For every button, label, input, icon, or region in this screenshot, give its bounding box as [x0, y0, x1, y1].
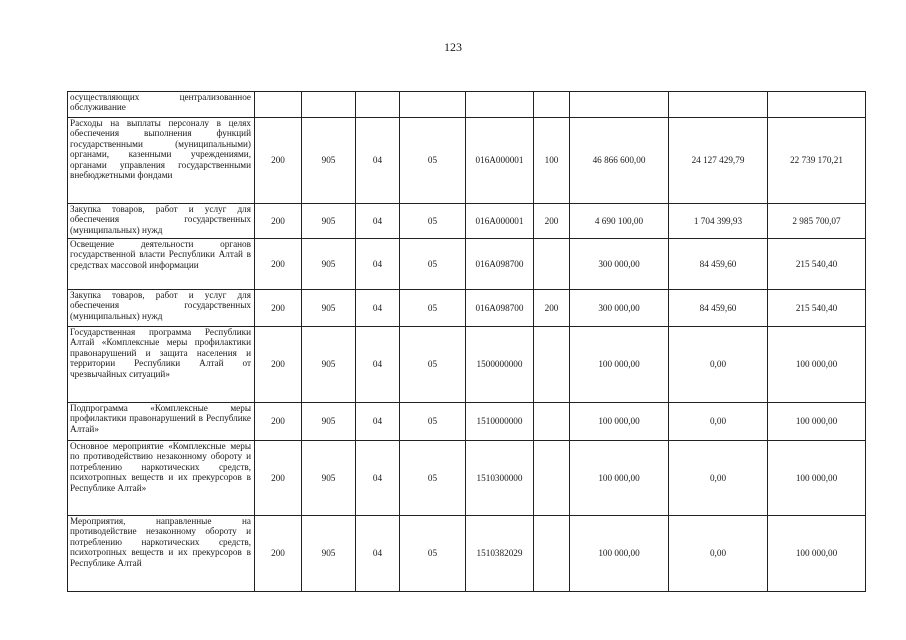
cell-c4: 05	[400, 204, 466, 239]
cell-expense-type	[534, 403, 570, 441]
cell-c2: 905	[302, 327, 356, 403]
row-name: осуществляющих централизованное обслуживание	[68, 92, 255, 118]
cell-target-article: 1500000000	[466, 327, 534, 403]
table-row	[68, 239, 866, 290]
table-row	[68, 204, 866, 239]
cell-amount-remaining: 215 540,40	[768, 290, 866, 327]
budget-table	[67, 91, 866, 592]
row-name: Закупка товаров, работ и услуг для обеспечения государственных (муниципальных) нужд	[68, 204, 255, 239]
cell-amount-executed: 84 459,60	[669, 239, 768, 290]
cell-expense-type	[534, 239, 570, 290]
table-row	[68, 327, 866, 403]
cell-target-article: 016А098700	[466, 290, 534, 327]
cell-amount-executed: 84 459,60	[669, 290, 768, 327]
table-row	[68, 290, 866, 327]
cell-amount-executed: 0,00	[669, 441, 768, 516]
cell-amount-remaining: 100 000,00	[768, 516, 866, 592]
cell-c2: 905	[302, 239, 356, 290]
cell-amount-planned: 100 000,00	[570, 441, 669, 516]
cell-amount-planned	[570, 92, 669, 118]
cell-expense-type: 200	[534, 204, 570, 239]
cell-c3: 04	[356, 239, 400, 290]
cell-c2: 905	[302, 516, 356, 592]
cell-amount-planned: 300 000,00	[570, 290, 669, 327]
cell-amount-executed: 0,00	[669, 516, 768, 592]
cell-expense-type: 200	[534, 290, 570, 327]
cell-expense-type: 100	[534, 118, 570, 204]
cell-c3: 04	[356, 290, 400, 327]
table-row	[68, 403, 866, 441]
cell-target-article: 1510382029	[466, 516, 534, 592]
cell-c4: 05	[400, 239, 466, 290]
cell-c3: 04	[356, 441, 400, 516]
row-name: Государственная программа Республики Алтай «Комплексные меры профилактики правонарушений и защита населения и территории Республики Алтай от чрезвычайных ситуаций»	[68, 327, 255, 403]
cell-amount-executed	[669, 92, 768, 118]
row-name: Основное мероприятие «Комплексные меры по противодействию незаконному обороту и потреблению наркотических средств, психотропных веществ и их прекурсоров в Республике Алтай»	[68, 441, 255, 516]
cell-c2: 905	[302, 204, 356, 239]
cell-c4	[400, 92, 466, 118]
cell-c3	[356, 92, 400, 118]
cell-amount-planned: 100 000,00	[570, 327, 669, 403]
cell-target-article: 016А000001	[466, 118, 534, 204]
cell-amount-remaining: 2 985 700,07	[768, 204, 866, 239]
cell-target-article: 016А098700	[466, 239, 534, 290]
cell-amount-remaining	[768, 92, 866, 118]
table-row	[68, 92, 866, 118]
cell-c1: 200	[255, 118, 302, 204]
page-number: 123	[444, 40, 462, 54]
row-name: Расходы на выплаты персоналу в целях обеспечения выполнения функций государственными (муниципальными) органами, казенными учреждениями, органами управления государственными внебюджетными фондами	[68, 118, 255, 204]
cell-c4: 05	[400, 290, 466, 327]
cell-c1	[255, 92, 302, 118]
cell-amount-planned: 100 000,00	[570, 403, 669, 441]
cell-c2: 905	[302, 290, 356, 327]
cell-amount-remaining: 100 000,00	[768, 441, 866, 516]
cell-c4: 05	[400, 403, 466, 441]
cell-amount-planned: 46 866 600,00	[570, 118, 669, 204]
row-name: Подпрограмма «Комплексные меры профилактики правонарушений в Республике Алтай»	[68, 403, 255, 441]
cell-c3: 04	[356, 403, 400, 441]
cell-amount-remaining: 100 000,00	[768, 327, 866, 403]
cell-amount-remaining: 215 540,40	[768, 239, 866, 290]
cell-c1: 200	[255, 516, 302, 592]
cell-c1: 200	[255, 403, 302, 441]
cell-c3: 04	[356, 327, 400, 403]
cell-amount-executed: 1 704 399,93	[669, 204, 768, 239]
cell-amount-remaining: 100 000,00	[768, 403, 866, 441]
cell-c4: 05	[400, 118, 466, 204]
cell-amount-planned: 4 690 100,00	[570, 204, 669, 239]
row-name: Закупка товаров, работ и услуг для обеспечения государственных (муниципальных) нужд	[68, 290, 255, 327]
cell-c2: 905	[302, 441, 356, 516]
cell-expense-type	[534, 327, 570, 403]
cell-c1: 200	[255, 290, 302, 327]
cell-expense-type	[534, 441, 570, 516]
cell-c3: 04	[356, 204, 400, 239]
cell-amount-planned: 300 000,00	[570, 239, 669, 290]
cell-amount-executed: 0,00	[669, 327, 768, 403]
cell-c4: 05	[400, 441, 466, 516]
cell-expense-type	[534, 92, 570, 118]
cell-amount-executed: 24 127 429,79	[669, 118, 768, 204]
cell-target-article: 1510300000	[466, 441, 534, 516]
cell-expense-type	[534, 516, 570, 592]
cell-target-article: 016А000001	[466, 204, 534, 239]
cell-c3: 04	[356, 516, 400, 592]
cell-c2: 905	[302, 118, 356, 204]
cell-c2: 905	[302, 403, 356, 441]
row-name: Освещение деятельности органов государственной власти Республики Алтай в средствах массовой информации	[68, 239, 255, 290]
row-name: Мероприятия, направленные на противодействие незаконному обороту и потреблению наркотических средств, психотропных веществ и их прекурсоров в Республике Алтай	[68, 516, 255, 592]
table-row	[68, 441, 866, 516]
table-row	[68, 118, 866, 204]
table-row	[68, 516, 866, 592]
cell-c1: 200	[255, 204, 302, 239]
cell-c4: 05	[400, 516, 466, 592]
cell-c1: 200	[255, 327, 302, 403]
cell-c4: 05	[400, 327, 466, 403]
cell-amount-executed: 0,00	[669, 403, 768, 441]
cell-c3: 04	[356, 118, 400, 204]
cell-target-article: 1510000000	[466, 403, 534, 441]
cell-c2	[302, 92, 356, 118]
cell-c1: 200	[255, 441, 302, 516]
cell-c1: 200	[255, 239, 302, 290]
cell-target-article	[466, 92, 534, 118]
cell-amount-remaining: 22 739 170,21	[768, 118, 866, 204]
cell-amount-planned: 100 000,00	[570, 516, 669, 592]
